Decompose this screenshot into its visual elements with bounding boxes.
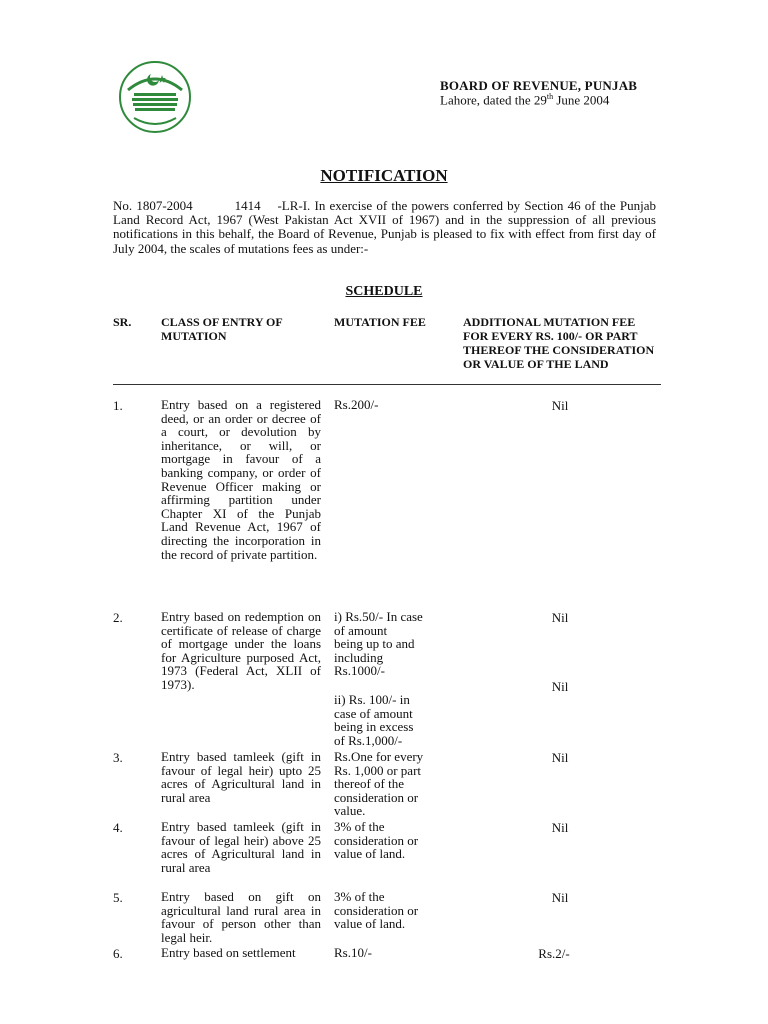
date-line: Lahore, dated the 29th June 2004 [440,92,610,108]
punjab-government-logo [118,60,192,134]
row-description: Entry based on settlement [161,945,296,960]
row-sr: 4. [113,820,123,835]
row-sr: 3. [113,750,123,765]
schedule-title: SCHEDULE [345,284,423,299]
row-additional-fee: Nil [551,820,569,835]
row-description: Entry based tamleek (gift in favour of legal heir) above 25 acres of Agricultural land in rural area [161,819,321,875]
row-sr: 5. [113,890,123,905]
row-fee: Rs.200/- [334,397,379,412]
row-fee-option-a: i) Rs.50/- In case of amount being up to and including Rs.1000/- [334,609,423,679]
col-header-sr: SR. [113,315,132,329]
row-description: Entry based tamleek (gift in favour of legal heir) upto 25 acres of Agricultural land in rural area [161,749,321,805]
row-description: Entry based on a registered deed, or an order or decree of a court, or devolution by inheritance, or will, or mortgage in favour of a banking company, or order of Revenue Officer making or affirming partition under Chapter XI of the Punjab Land Revenue Act, 1967 of directing the incorporation in the record of private partition. [161,397,321,562]
row-description: Entry based on gift on agricultural land rural area in favour of person other than legal heir. [161,889,321,945]
row-additional-fee: Nil [551,890,569,905]
row-additional-fee: Rs.2/- [538,946,570,961]
row-fee: Rs.10/- [334,945,372,960]
col-header-fee: MUTATION FEE [334,315,426,329]
row-fee: Rs.One for every Rs. 1,000 or part thereof of the consideration or value. [334,749,424,819]
row-additional-fee: Nil [551,750,569,765]
header-rule [113,384,661,385]
organization-name: BOARD OF REVENUE, PUNJAB [440,78,638,93]
col-header-additional: ADDITIONAL MUTATION FEE FOR EVERY RS. 100/- OR PART THEREOF THE CONSIDERATION OR VALUE OF THE LAND [463,315,655,371]
row-description: Entry based on redemption on certificate of release of charge of mortgage under the loans for Agriculture purposed Act, 1973 (Federal Act, XLII of 1973). [161,609,321,692]
notification-body: No. 1807-2004 1414 -LR-I. In exercise of the powers conferred by Section 46 of the Punjab Land Record Act, 1967 (West Pakistan Act XVII of 1967) and in the suppression of all previous notifications in this behalf, the Board of Revenue, Punjab is pleased to fix with effect from first day of July 2004, the scales of mutations fees as under:- [113,198,660,256]
row-sr: 2. [113,610,123,625]
row-additional-fee-b: Nil [551,679,569,694]
row-additional-fee: Nil [551,398,569,413]
row-fee: 3% of the consideration or value of land. [334,819,419,862]
row-fee-option-b: ii) Rs. 100/- in case of amount being in excess of Rs.1,000/- [334,692,414,748]
row-fee: 3% of the consideration or value of land. [334,889,419,932]
row-additional-fee-a: Nil [551,610,569,625]
col-header-class: CLASS OF ENTRY OF MUTATION [161,315,283,343]
notification-title: NOTIFICATION [320,166,448,185]
row-sr: 1. [113,398,123,413]
row-sr: 6. [113,946,123,961]
